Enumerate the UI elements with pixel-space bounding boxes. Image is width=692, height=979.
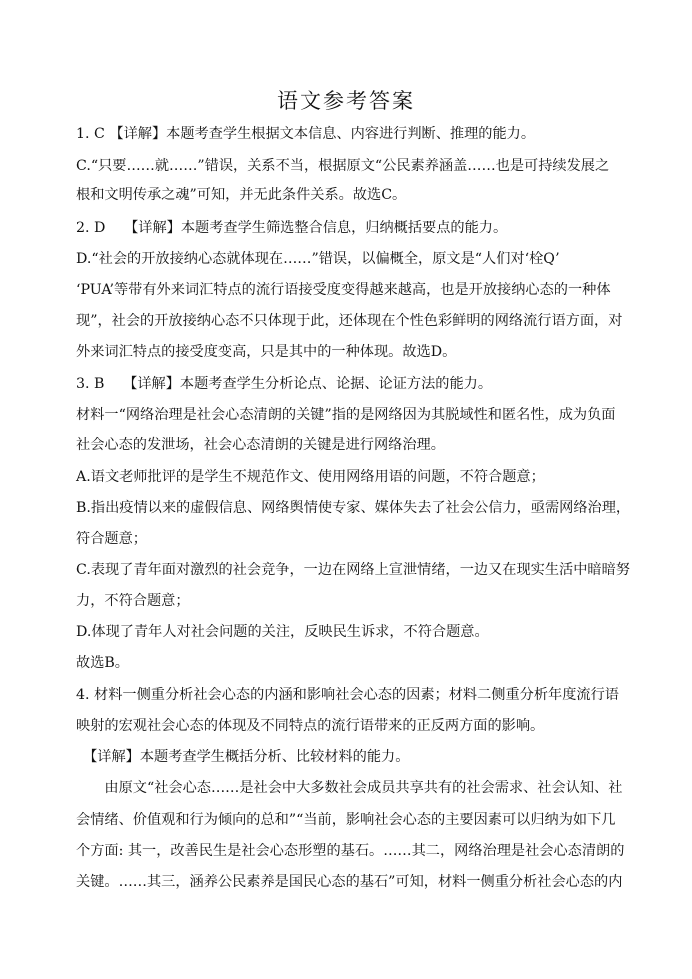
answer-3-option-c: C.表现了青年面对激烈的社会竞争，一边在网络上宣泄情绪，一边又在现实生活中暗暗努 xyxy=(76,562,630,578)
answer-3-conclusion: 故选B。 xyxy=(76,655,129,671)
answer-4-para-line-2: 会情绪、价值观和行为倾向的总和”“当前，影响社会心态的主要因素可以归纳为如下几 xyxy=(76,812,616,828)
answer-2-line-5: 外来词汇特点的接受度变高，只是其中的一种体现。故选D。 xyxy=(76,344,457,360)
page-title: 语文参考答案 xyxy=(277,89,415,113)
answer-3-line-3: 社会心态的发泄场，社会心态清朗的关键是进行网络治理。 xyxy=(76,437,445,453)
answer-1-line-1: 1. C 【详解】本题考查学生根据文本信息、内容进行判断、推理的能力。 xyxy=(76,126,536,142)
answer-2-line-1: 2. D 【详解】本题考查学生筛选整合信息，归纳概括要点的能力。 xyxy=(76,220,508,236)
answer-1-line-3: 根和文明传承之魂”可知，并无此条件关系。故选C。 xyxy=(76,187,407,203)
answer-4-para-line-1: 由原文“社会心态……是社会中大多数社会成员共享共有的社会需求、社会认知、社 xyxy=(76,780,623,796)
answer-4-para-line-3: 个方面: 其一，改善民生是社会心态形塑的基石。……其二，网络治理是社会心态清朗的 xyxy=(76,843,625,859)
answer-1-line-2: C.“只要……就……”错误，关系不当，根据原文“公民素养涵盖……也是可持续发展之 xyxy=(76,158,610,174)
answer-2-line-2: D.“社会的开放接纳心态就体现在……”错误，以偏概全，原文是“人们对‘栓Q’ xyxy=(76,251,560,267)
answer-2-line-3: ‘PUA’等带有外来词汇特点的流行语接受度变得越来越高，也是开放接纳心态的一种体 xyxy=(76,282,611,298)
answer-4-line-1: 4. 材料一侧重分析社会心态的内涵和影响社会心态的因素；材料二侧重分析年度流行语 xyxy=(76,687,619,703)
answer-3-option-a: A.语文老师批评的是学生不规范作文、使用网络用语的问题，不符合题意； xyxy=(76,469,545,485)
answer-3-line-2: 材料一“网络治理是社会心态清朗的关键”指的是网络因为其脱域性和匿名性，成为负面 xyxy=(76,407,616,423)
answer-4-detail: 【详解】本题考查学生概括分析、比较材料的能力。 xyxy=(76,749,410,765)
answer-4-para-line-4: 关键。……其三，涵养公民素养是国民心态的基石”可知，材料一侧重分析社会心态的内 xyxy=(76,874,623,890)
answer-3-option-b-cont: 符合题意； xyxy=(76,531,147,547)
answer-2-line-4: 现”，社会的开放接纳心态不只体现于此，还体现在个性色彩鲜明的网络流行语方面，对 xyxy=(76,313,623,329)
answer-4-line-2: 映射的宏观社会心态的体现及不同特点的流行语带来的正反两方面的影响。 xyxy=(76,718,545,734)
answer-3-option-b: B.指出疫情以来的虚假信息、网络舆情使专家、媒体失去了社会公信力，亟需网络治理， xyxy=(76,500,631,516)
answer-3-line-1: 3. B 【详解】本题考查学生分析论点、论据、论证方法的能力。 xyxy=(76,376,493,392)
answer-3-option-d: D.体现了青年人对社会问题的关注，反映民生诉求，不符合题意。 xyxy=(76,624,489,640)
answer-3-option-c-cont: 力，不符合题意； xyxy=(76,593,190,609)
